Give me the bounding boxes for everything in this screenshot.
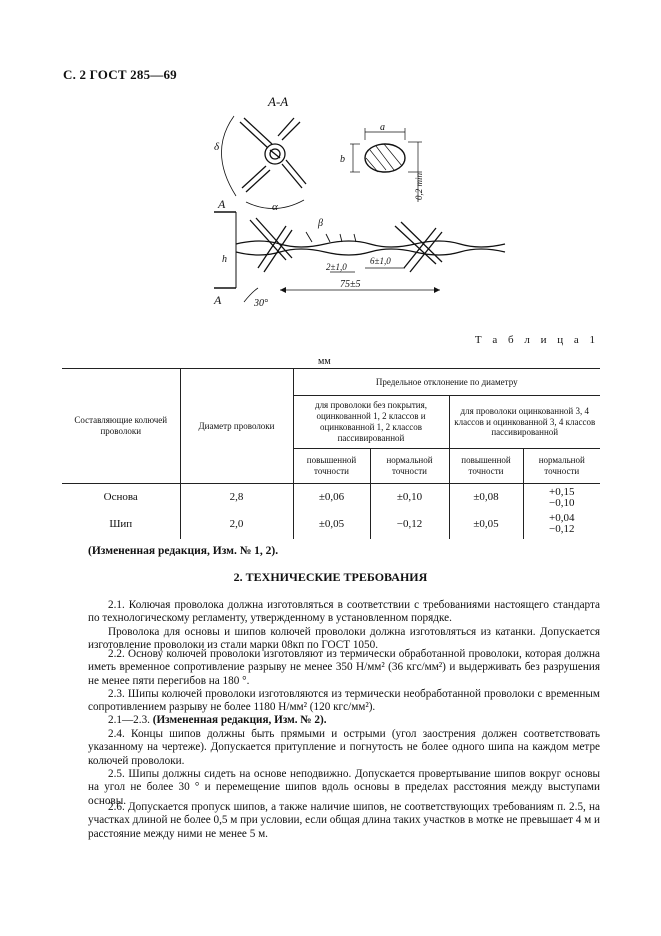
cell-name: Основа (103, 491, 138, 504)
cell-g2-normal (523, 484, 600, 512)
amendment-note: (Измененная редакция, Изм. № 1, 2). (88, 545, 279, 557)
cell-g2-normal-plus: +0,04 (549, 512, 575, 524)
table-caption: Т а б л и ц а 1 (474, 334, 599, 346)
section-title: 2. ТЕХНИЧЕСКИЕ ТРЕБОВАНИЯ (233, 570, 428, 584)
paragraph-2-1b: Проволока для основы и шипов колючей проволоки должна изготовляться из катанки. Допускается изготовление проволоки из стали марки 08кп по ГОСТ 1050. (88, 626, 600, 652)
A-bottom-label: А (214, 293, 222, 307)
cell-diameter: 2,0 (180, 511, 293, 539)
th-g1-normal: нормальной точности (370, 449, 449, 484)
th-diameter: Диаметр проволоки (180, 369, 293, 484)
cell-g2-high: ±0,08 (449, 484, 523, 512)
paragraph-2-5: 2.5. Шипы должны сидеть на основе неподвижно. Допускается провертывание шипов вокруг основы на угол не более 30 ° и перемещение шипов вдоль основы в пределах расстояния между выступами основы. (88, 768, 600, 807)
r-label: 0,2 min (414, 173, 424, 200)
th-g1-high: повышенной точности (293, 449, 370, 484)
paragraph-2-3: 2.3. Шипы колючей проволоки изготовляются из термически необработанной проволоки с временным сопротивлением разрыву не более 1180 Н/мм² (120 кгс/мм²). (88, 688, 600, 714)
angle-30: 30° (254, 298, 268, 309)
h-label: h (222, 254, 227, 265)
b-label: b (340, 154, 345, 165)
deviation-table (62, 368, 600, 539)
cell-name: Шип (109, 518, 133, 531)
th-deviation: Предельное отклонение по диаметру (293, 369, 600, 396)
a-label: a (380, 122, 385, 133)
cell-g1-normal: −0,12 (370, 511, 449, 539)
cell-g2-normal-plus: +0,15 (549, 486, 575, 498)
beta-label: β (318, 218, 323, 229)
cell-g1-high: ±0,05 (293, 511, 370, 539)
table-row (62, 484, 600, 512)
page-header: С. 2 ГОСТ 285—69 (63, 67, 177, 82)
paragraph-2-3-amend (88, 714, 600, 727)
barbed-wire-drawing (190, 92, 620, 312)
table-row (62, 511, 600, 539)
cell-g2-normal-minus: −0,12 (549, 523, 575, 535)
cell-g2-normal (523, 511, 600, 539)
cross-section-detail (340, 122, 424, 202)
cell-g1-normal: ±0,10 (370, 484, 449, 512)
th-component: Составляющие колючей проволоки (62, 369, 180, 484)
dim-6: 6±1,0 (370, 256, 391, 266)
delta-label: δ (214, 141, 220, 153)
cell-g2-high: ±0,05 (449, 511, 523, 539)
side-view (213, 197, 505, 309)
cell-diameter: 2,8 (180, 484, 293, 512)
section-view (214, 94, 306, 213)
cell-g2-normal-minus: −0,10 (549, 497, 575, 509)
alpha-label: α (272, 201, 278, 213)
amend-text: (Измененная редакция, Изм. № 2). (152, 714, 327, 726)
paragraph-2-4: 2.4. Концы шипов должны быть прямыми и острыми (угол заострения должен соответствовать указанному на чертеже). Допускается притупление и погнутость не более одного шипа на каждом метре колючей проволоки. (88, 728, 600, 767)
A-top-label: А (218, 197, 226, 211)
paragraph-2-2: 2.2. Основу колючей проволоки изготовляют из термически обработанной проволоки, которая должна иметь временное сопротивление разрыву не менее 350 Н/мм² (36 кгс/мм²) и выдерживать без разрушения не менее пяти перегибов на 180 °. (88, 648, 600, 687)
th-g2-high: повышенной точности (449, 449, 523, 484)
amend-ref: 2.1—2.3. (108, 714, 150, 726)
paragraph-2-6: 2.6. Допускается пропуск шипов, а также наличие шипов, не соответствующих требованиям п. 2.5, на участках длиной не более 0,5 м при условии, если общая длина таких участков в мотке не превышает 4 м и расстояние между ними не менее 5 м. (88, 801, 600, 840)
th-g2-normal: нормальной точности (523, 449, 600, 484)
cell-g1-high: ±0,06 (293, 484, 370, 512)
table-unit: мм (318, 356, 331, 367)
dim-75: 75±5 (340, 279, 361, 290)
dim-2: 2±1,0 (326, 262, 347, 272)
section-label: А-А (268, 94, 289, 109)
th-group1: для проволоки без покрытия, оцинкованной 1, 2 классов и оцинкованной 1, 2 классов пассивированной (293, 396, 449, 449)
paragraph-2-1: 2.1. Колючая проволока должна изготовляться в соответствии с требованиями настоящего стандарта по технологическому регламенту, утвержденному в установленном порядке. (88, 599, 600, 625)
th-group2: для проволоки оцинкованной 3, 4 классов и оцинкованной 3, 4 классов пассивированной (449, 396, 600, 449)
